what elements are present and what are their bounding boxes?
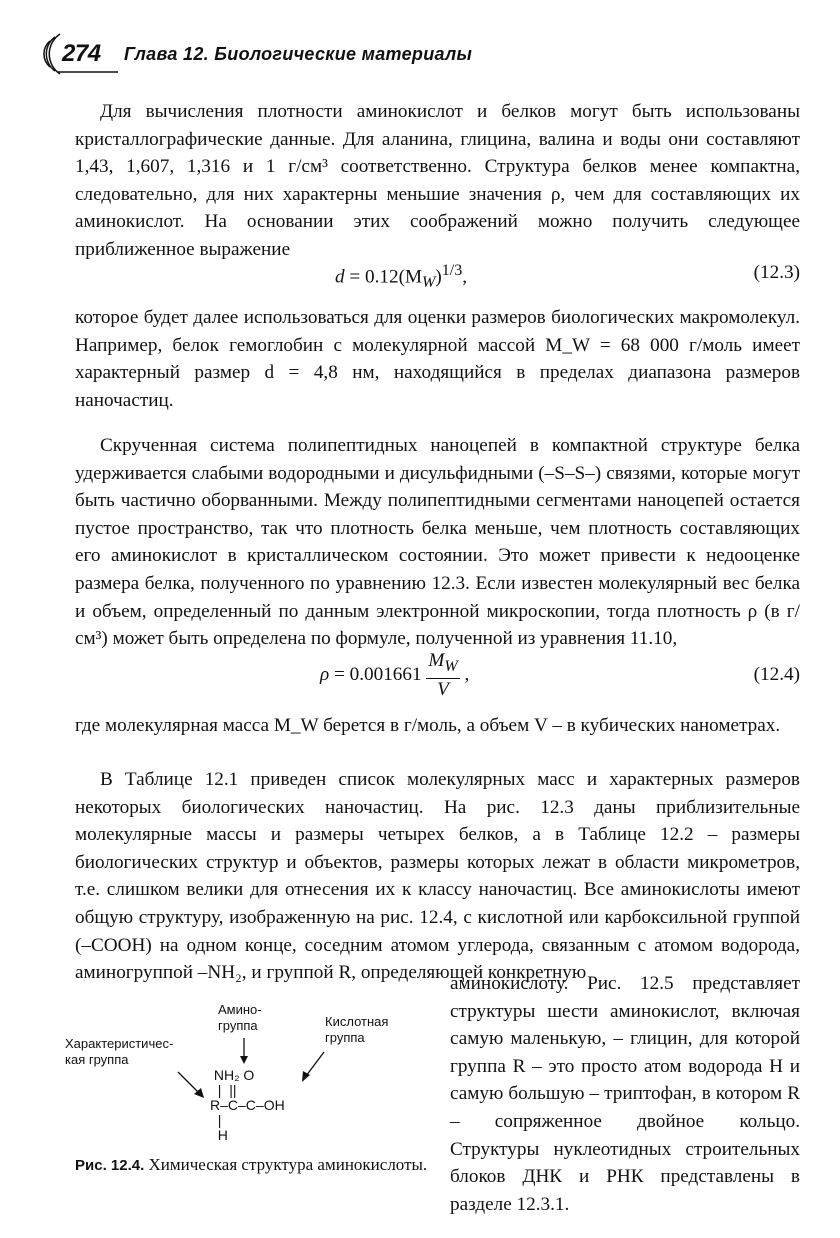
eq1-exp: 1/3 — [441, 262, 463, 279]
paragraph-6: аминокислоту. Рис. 12.5 представляет структуры шести аминокислот, включая самую маленькую, – глицин, для которой группа R – это просто атом водорода H и самую большую – триптофан, в котором R – сопряженное двойное кольцо. Структуры нуклеотидных строительных блоков ДНК и РНК представлены в разделе 12.3.1. — [450, 973, 800, 1215]
label-side-group: Характеристичес- кая группа — [65, 1036, 174, 1067]
eq1-after: , — [462, 266, 468, 288]
figure-caption — [75, 1153, 430, 1178]
figure-12-4 — [60, 1000, 430, 1150]
eq2-fraction — [426, 650, 459, 701]
eq1-sub: W — [422, 274, 436, 292]
eq1-rhs: = 0.12(M — [349, 266, 423, 288]
eq2-denominator: V — [437, 678, 449, 700]
eq2-lhs: ρ — [320, 663, 330, 685]
eq2-numerator: $M_W$ — [426, 650, 459, 679]
chapter-title: Глава 12. Биологические материалы — [124, 44, 473, 64]
paragraph-2: которое будет далее использоваться для оценки размеров биологических макромолекул. Например, белок гемоглобин с молекулярной массой M_W = 68 000 г/моль имеет характерный размер d = 4,8 нм, находящийся в пределах диапазона размеров наночастиц. — [75, 307, 800, 411]
page-number: 274 — [62, 40, 101, 67]
caption-number: Рис. 12.4. — [75, 1157, 145, 1174]
page-header — [30, 28, 810, 84]
equation-12-4 — [75, 650, 800, 700]
eq2-after: , — [464, 663, 470, 685]
paragraph-1: Для вычисления плотности аминокислот и белков могут быть использованы кристаллографические данные. Для аланина, глицина, валина и воды они составляют 1,43, 1,607, 1,316 и 1 г/см³ соответственно. Структура белков менее компактна, следовательно, для них характерны меньшие значения ρ, чем для составляющих их аминокислот. На основании этих соображений можно получить следующее приближенное выражение — [75, 101, 800, 260]
eq1-tail: ) — [435, 266, 442, 288]
equation-12-3-formula — [335, 262, 467, 292]
equation-12-3-number: (12.3) — [753, 262, 800, 283]
eq1-lhs: d — [335, 266, 345, 288]
paragraph-3: Скрученная система полипептидных наноцепей в компактной структуре белка удерживается слабыми водородными и дисульфидными (–S–S–) связями, которые могут быть частично оборванными. Между полипептидными сегментами наноцепей остается пустое пространство, так что плотность белка меньше, чем плотность составляющих его аминокислот в кристаллическом состоянии. Это может привести к недооценке размера белка, полученного по уравнению 12.3. Если известен молекулярный вес белка и объем, определенный по данным электронной микроскопии, тогда плотность ρ (в г/см³) может быть определена по формуле, полученной из уравнения 11.10, — [75, 435, 800, 650]
paragraph-5: В Таблице 12.1 приведен список молекулярных масс и характерных размеров некоторых биологических наночастиц. На рис. 12.3 даны приблизительные молекулярные массы и размеры четырех белков, а в Таблице 12.2 – размеры биологических структур и объектов, размеры которых лежат в области микрометров, т.е. слишком велики для отнесения их к классу наночастиц. Все аминокислоты имеют общую структуру, изображенную на рис. 12.4, с кислотной или карбоксильной группой (–COOH) на одном конце, соседним атомом углерода, связанным с атомом водорода, аминогруппой –NH₂, и группой R, определяющей конкретную — [75, 769, 800, 984]
paragraph-4: где молекулярная масса M_W берется в г/моль, а объем V – в кубических нанометрах. — [75, 715, 781, 736]
label-acid-group: Кислотная группа — [325, 1014, 389, 1045]
equation-12-4-number: (12.4) — [753, 664, 800, 685]
label-amino-group: Амино- группа — [218, 1002, 262, 1033]
caption-text: Химическая структура аминокислоты. — [148, 1155, 428, 1174]
eq2-rhs: = 0.001661 — [334, 663, 422, 685]
equation-12-3 — [75, 262, 800, 296]
amino-acid-structure: NH₂ O | || R–C–C–OH | H — [210, 1067, 285, 1143]
equation-12-4-formula — [320, 650, 469, 701]
